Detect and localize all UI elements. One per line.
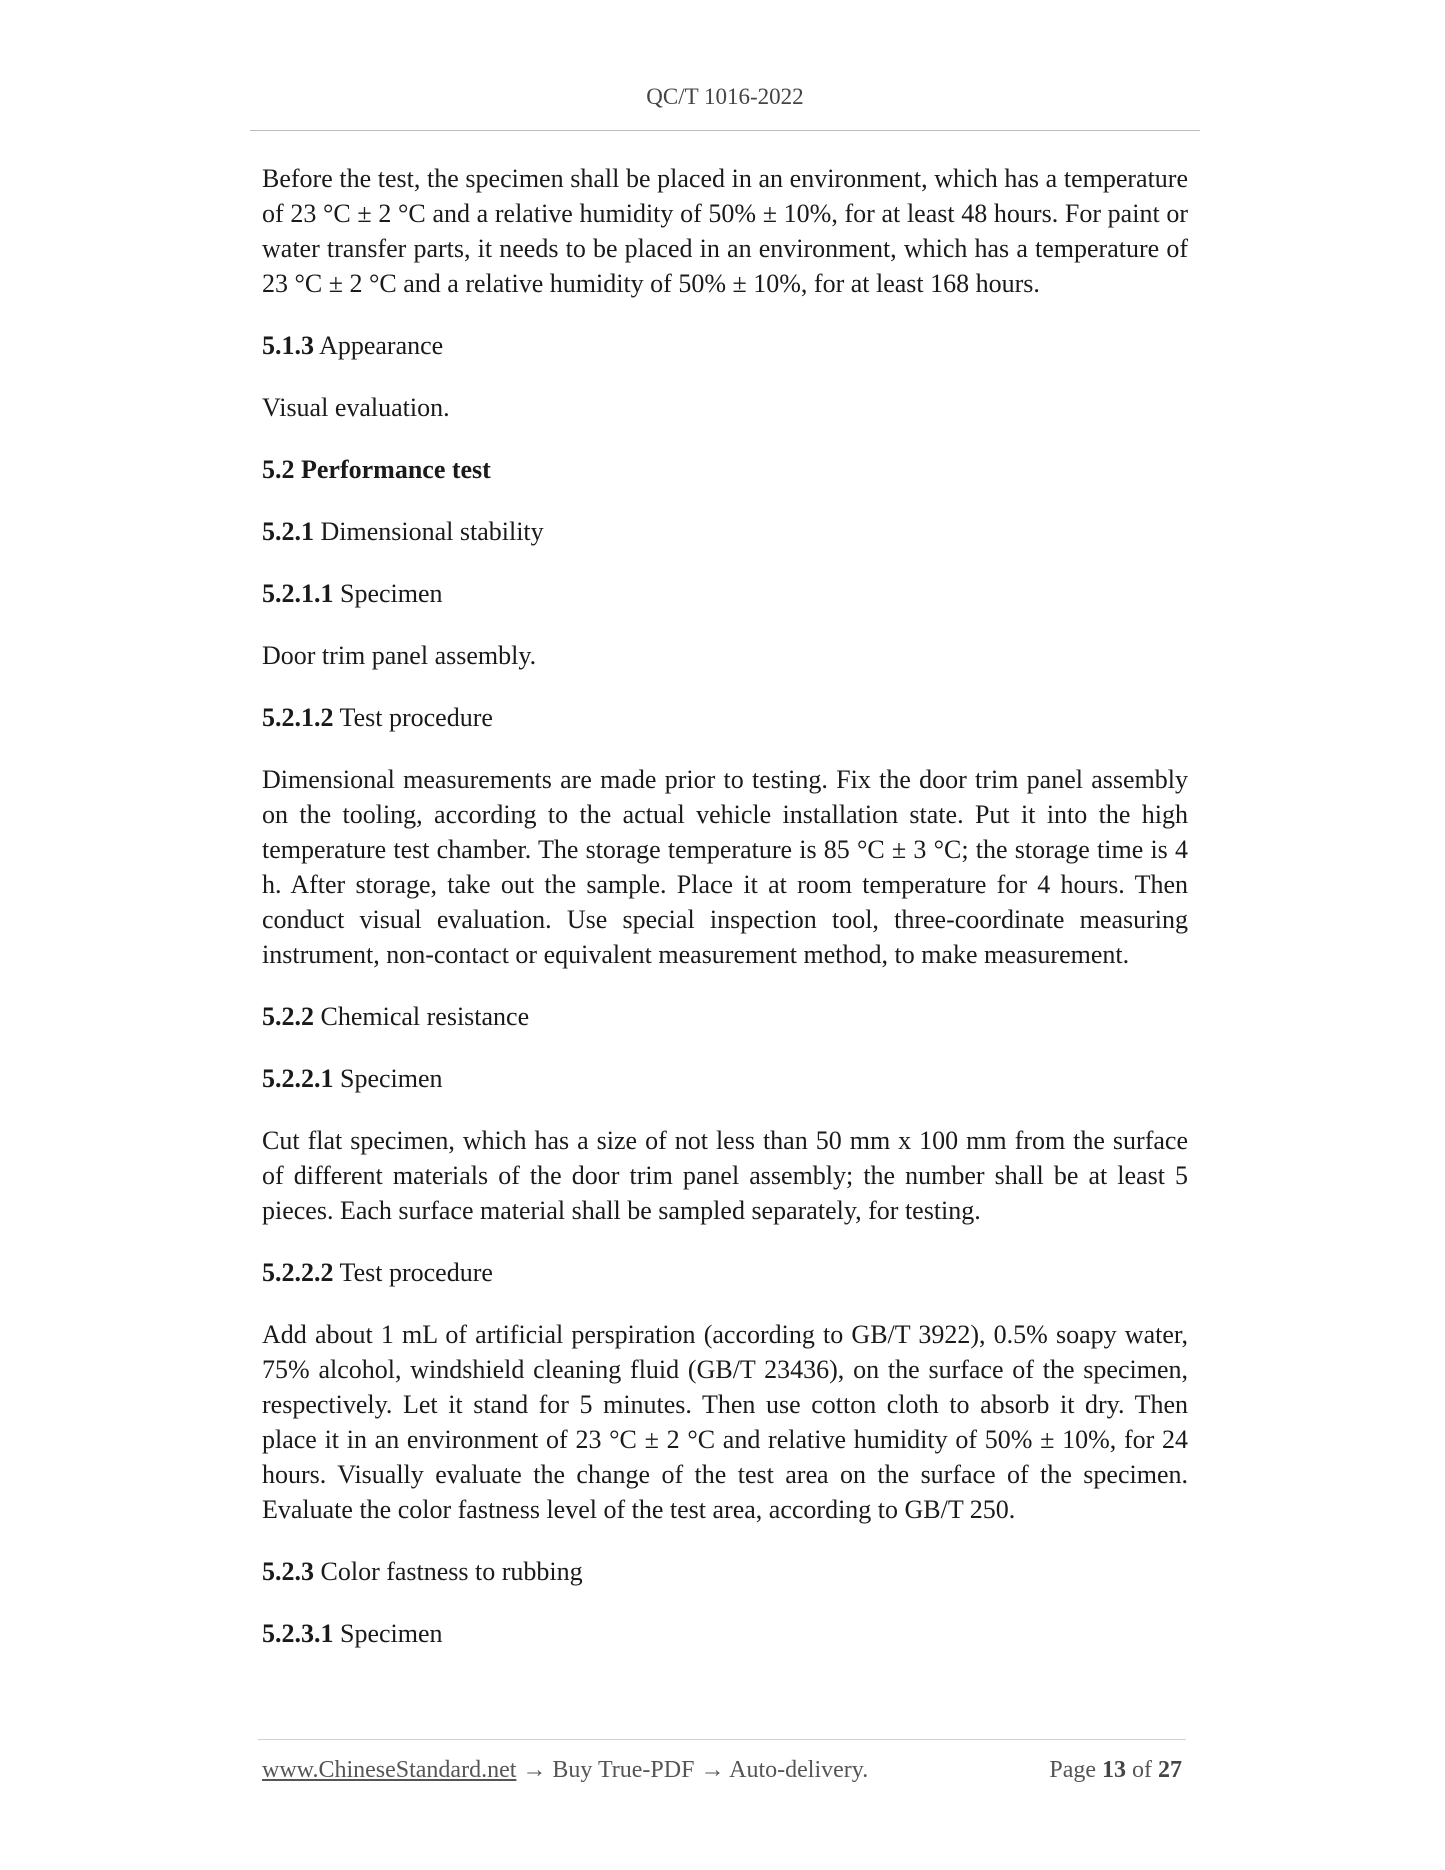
- arrow-icon: →: [522, 1757, 547, 1783]
- heading-title: Chemical resistance: [320, 1002, 530, 1031]
- heading-number: 5.1.3: [262, 331, 314, 360]
- page-content: [262, 161, 1188, 1651]
- footer-divider: [258, 1739, 1186, 1740]
- header-divider: [250, 130, 1200, 131]
- heading-number: 5.2.1.2: [262, 703, 334, 732]
- heading-number: 5.2.1: [262, 517, 314, 546]
- heading-title: Test procedure: [339, 703, 493, 732]
- heading-number: 5.2.1.1: [262, 579, 334, 608]
- page-number: 13: [1102, 1757, 1126, 1783]
- heading-5-2-1-2: [262, 700, 1188, 735]
- intro-paragraph: Before the test, the specimen shall be placed in an environment, which has a temperature of 23 °C ± 2 °C and a relative humidity of 50% ± 10%, for at least 48 hours. For paint or water transfer parts, it needs to be placed in an environment, which has a temperature of 23 °C ± 2 °C and a relative humidity of 50% ± 10%, for at least 168 hours.: [262, 164, 1188, 298]
- heading-title: Dimensional stability: [320, 517, 544, 546]
- heading-title: Specimen: [340, 1064, 443, 1093]
- heading-5-2-3: [262, 1554, 1188, 1589]
- heading-number: 5.2.3: [262, 1557, 314, 1586]
- page-footer: [262, 1757, 1182, 1789]
- heading-5-2-1: [262, 514, 1188, 549]
- heading-5-2-2: [262, 999, 1188, 1034]
- heading-number: 5.2.2.1: [262, 1064, 334, 1093]
- page-total: 27: [1158, 1757, 1182, 1783]
- heading-5-2: [262, 452, 1188, 487]
- paragraph-5-2-2-1: Cut flat specimen, which has a size of not less than 50 mm x 100 mm from the surface of different materials of the door trim panel assembly; the number shall be at least 5 pieces. Each surface material shall be sampled separately, for testing.: [262, 1126, 1188, 1225]
- heading-title: Color fastness to rubbing: [320, 1557, 583, 1586]
- paragraph-5-1-3: Visual evaluation.: [262, 393, 450, 422]
- heading-number: 5.2.2.2: [262, 1258, 334, 1287]
- page-header: QC/T 1016-2022: [646, 84, 804, 109]
- arrow-icon: →: [700, 1757, 725, 1783]
- heading-title: Performance test: [301, 455, 491, 484]
- page-indicator: [1049, 1757, 1182, 1784]
- heading-number: 5.2: [262, 455, 295, 484]
- paragraph-5-2-2-2: Add about 1 mL of artificial perspiration (according to GB/T 3922), 0.5% soapy water, 75% alcohol, windshield cleaning fluid (GB/T 23436), on the surface of the specimen, respectively. Let it stand for 5 minutes. Then use cotton cloth to absorb it dry. Then place it in an environment of 23 °C ± 2 °C and relative humidity of 50% ± 10%, for 24 hours. Visually evaluate the change of the test area on the surface of the specimen. Evaluate the color fastness level of the test area, according to GB/T 250.: [262, 1320, 1188, 1524]
- footer-promo: [262, 1757, 868, 1784]
- heading-title: Specimen: [340, 579, 443, 608]
- buy-pdf-text: Buy True-PDF: [552, 1757, 695, 1783]
- heading-number: 5.2.3.1: [262, 1619, 334, 1648]
- heading-title: Test procedure: [339, 1258, 493, 1287]
- paragraph-5-2-1-2: Dimensional measurements are made prior to testing. Fix the door trim panel assembly on the tooling, according to the actual vehicle installation state. Put it into the high temperature test chamber. The storage temperature is 85 °C ± 3 °C; the storage time is 4 h. After storage, take out the sample. Place it at room temperature for 4 hours. Then conduct visual evaluation. Use special inspection tool, three-coordinate measuring instrument, non-contact or equivalent measurement method, to make measurement.: [262, 765, 1188, 969]
- heading-title: Appearance: [319, 331, 444, 360]
- heading-title: Specimen: [340, 1619, 443, 1648]
- heading-5-2-2-2: [262, 1255, 1188, 1290]
- auto-delivery-text: Auto-delivery.: [729, 1757, 869, 1783]
- page-label: Page: [1049, 1757, 1096, 1783]
- heading-5-2-3-1: [262, 1616, 1188, 1651]
- site-link[interactable]: www.ChineseStandard.net: [262, 1757, 517, 1783]
- heading-5-1-3: [262, 328, 1188, 363]
- heading-5-2-2-1: [262, 1061, 1188, 1096]
- of-label: of: [1132, 1757, 1152, 1783]
- heading-number: 5.2.2: [262, 1002, 314, 1031]
- paragraph-5-2-1-1: Door trim panel assembly.: [262, 641, 537, 670]
- heading-5-2-1-1: [262, 576, 1188, 611]
